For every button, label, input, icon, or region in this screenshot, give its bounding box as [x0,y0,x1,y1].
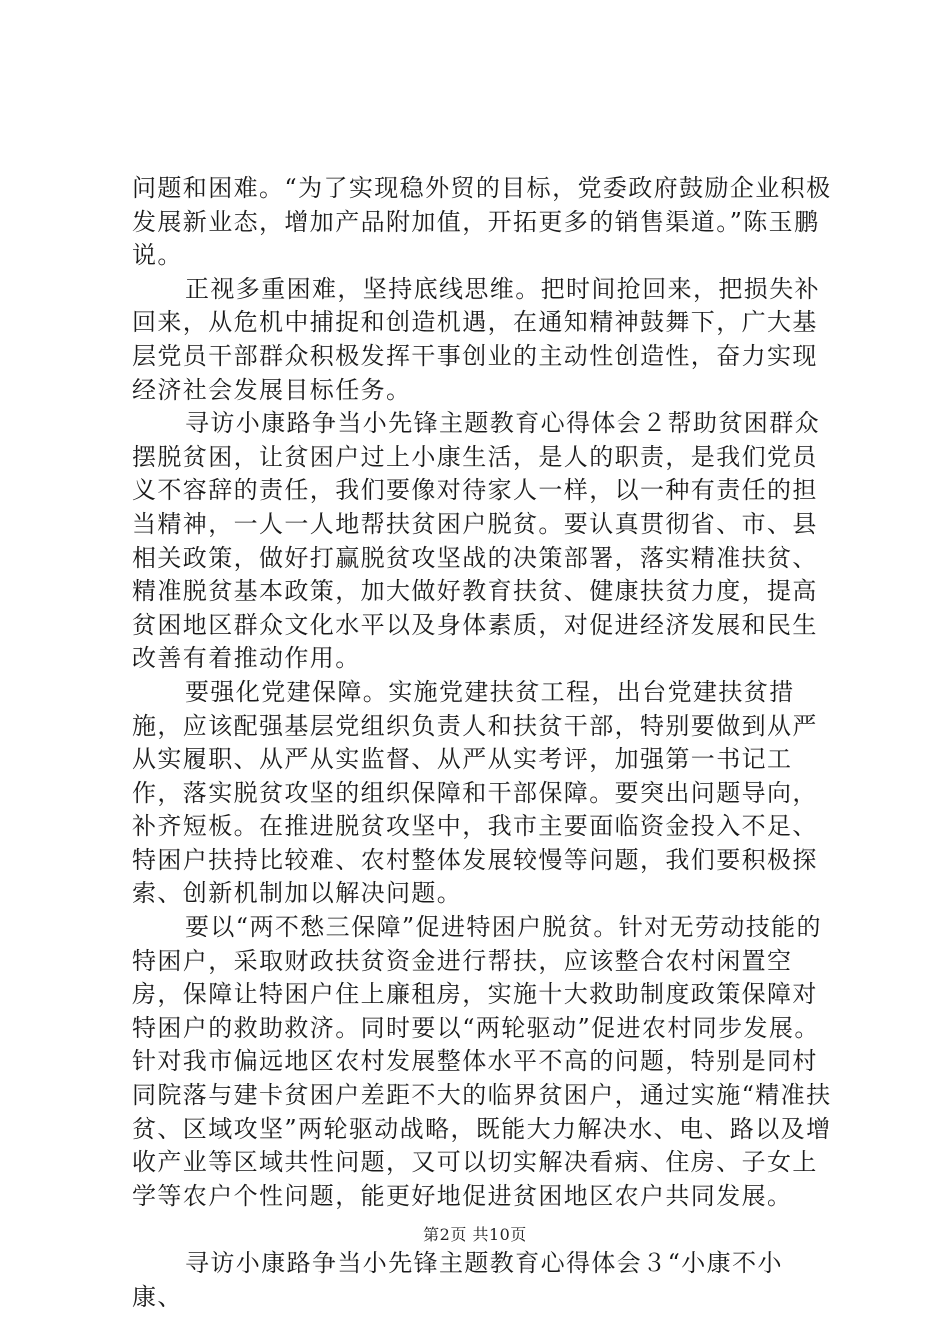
paragraph-reflection-3: 寻访小康路争当小先锋主题教育心得体会３“小康不小康、 [132,1249,783,1311]
paragraph-bottom-line-thinking: 正视多重困难，坚持底线思维。把时间抢回来，把损失补回来，从危机中捕捉和创造机遇，在通知精神鼓舞下，广大基层党员干部群众积极发挥干事创业的主动性创造性，奋力实现经济社会发展目标任务。 [132,274,820,404]
paragraph-two-guarantees: 要以“两不愁三保障”促进特困户脱贫。针对无劳动技能的特困户，采取财政扶贫资金进行帮扶，应该整合农村闲置空房，保障让特困户住上廉租房，实施十大救助制度政策保障对特困户的救助救济。同时要以“两轮驱动”促进农村同步发展。针对我市偏远地区农村发展整体水平不高的问题，特别是同村同院落与建卡贫困户差距不大的临界贫困户，通过实施“精准扶贫、区域攻坚”两轮驱动战略，既能大力解决水、电、路以及增收产业等区域共性问题，又可以切实解决看病、住房、子女上学等农户个性问题，能更好地促进贫困地区农户共同发展。 [132,913,832,1210]
page-number-footer: 第2页 共10页 [423,1225,527,1244]
paragraph-reflection-2: 寻访小康路争当小先锋主题教育心得体会２帮助贫困群众摆脱贫困，让贫困户过上小康生活，是人的职责，是我们党员义不容辞的责任，我们要像对待家人一样，以一种有责任的担当精神，一人一人地帮扶贫困户脱贫。要认真贯彻省、市、县相关政策，做好打赢脱贫攻坚战的决策部署，落实精准扶贫、精准脱贫基本政策，加大做好教育扶贫、健康扶贫力度，提高贫困地区群众文化水平以及身体素质，对促进经济发展和民生改善有着推动作用。 [132,409,820,673]
paragraph-party-building: 要强化党建保障。实施党建扶贫工程，出台党建扶贫措施，应该配强基层党组织负责人和扶贫干部，特别要做到从严从实履职、从严从实监督、从严从实考评，加强第一书记工作，落实脱贫攻坚的组织保障和干部保障。要突出问题导向，补齐短板。在推进脱贫攻坚中，我市主要面临资金投入不足、特困户扶持比较难、农村整体发展较慢等问题，我们要积极探索、创新机制加以解决问题。 [132,677,818,908]
document-body [132,172,832,1315]
paragraph-continuation: 问题和困难。“为了实现稳外贸的目标，党委政府鼓励企业积极发展新业态，增加产品附加值，开拓更多的销售渠道。”陈玉鹏说。 [132,174,832,270]
